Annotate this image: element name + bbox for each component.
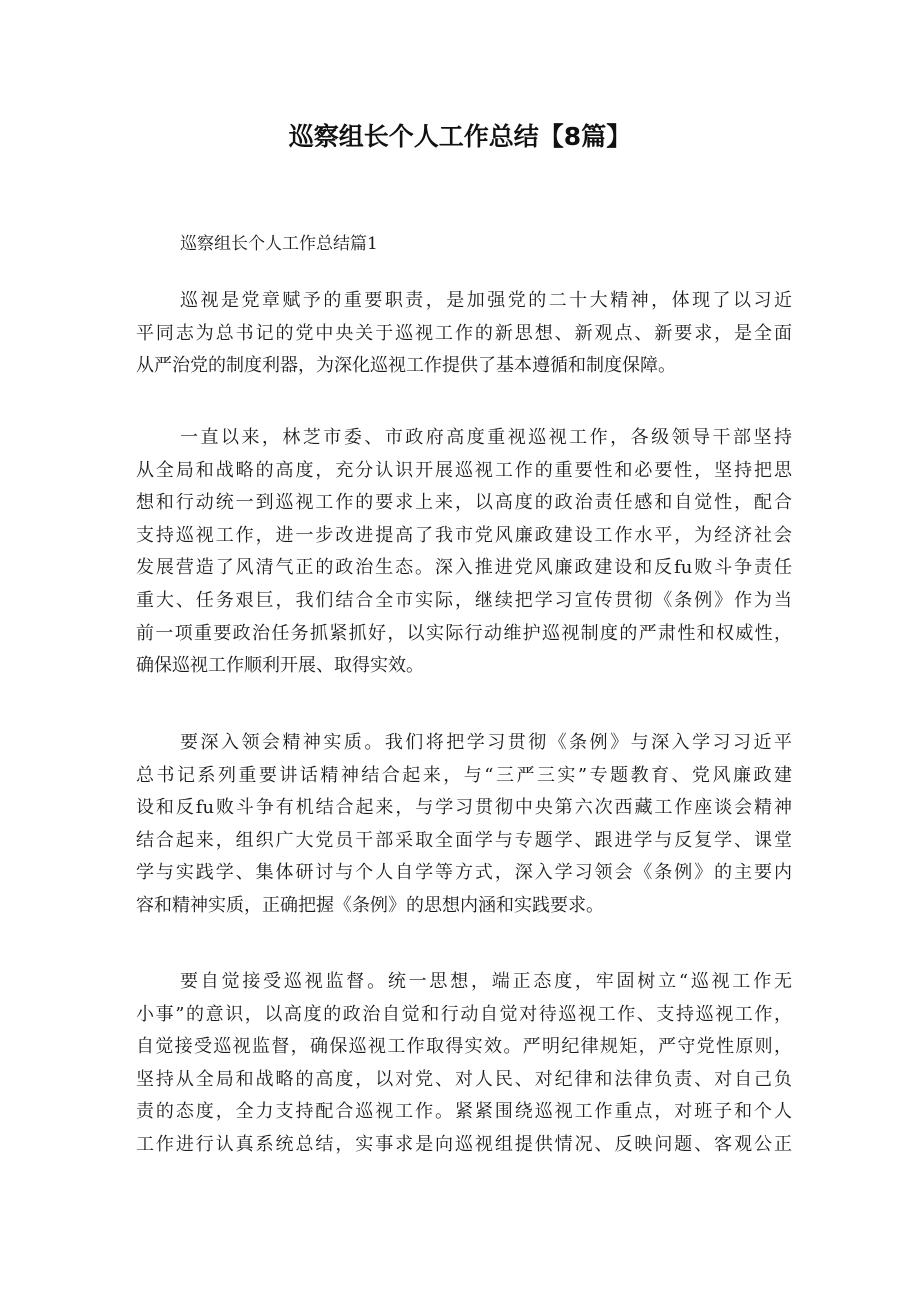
paragraph-line: 小事”的意识，以高度的政治自觉和行动自觉对待巡视工作、支持巡视工作，: [136, 1003, 792, 1025]
paragraph-line: 工作进行认真系统总结，实事求是向巡视组提供情况、反映问题、客观公正: [136, 1133, 792, 1155]
paragraph-line: 自觉接受巡视监督，确保巡视工作取得实效。严明纪律规矩，严守党性原则，: [136, 1036, 792, 1058]
paragraph-line: 总书记系列重要讲话精神结合起来，与“三严三实”专题教育、党风廉政建: [136, 764, 792, 786]
paragraph-line: 支持巡视工作，进一步改进提高了我市党风廉政建设工作水平，为经济社会: [136, 524, 792, 546]
paragraph-line: 结合起来，组织广大党员干部采取全面学与专题学、跟进学与反复学、课堂: [136, 829, 792, 851]
paragraph-line: 从严治党的制度利器，为深化巡视工作提供了基本遵循和制度保障。: [136, 355, 676, 377]
paragraph-line: 责的态度，全力支持配合巡视工作。紧紧围绕巡视工作重点，对班子和个人: [136, 1101, 792, 1123]
paragraph-2: [136, 422, 792, 683]
paragraph-3: [136, 727, 792, 923]
paragraph-4: [136, 966, 792, 1162]
paragraph-1: [136, 285, 792, 383]
paragraph-line: 从全局和战略的高度，充分认识开展巡视工作的重要性和必要性，坚持把思: [136, 459, 792, 481]
paragraph-line: 容和精神实质，正确把握《条例》的思想内涵和实践要求。: [136, 894, 604, 916]
paragraph-line: 重大、任务艰巨，我们结合全市实际，继续把学习宣传贯彻《条例》作为当: [136, 589, 792, 611]
paragraph-line: 坚持从全局和战略的高度，以对党、对人民、对纪律和法律负责、对自己负: [136, 1068, 792, 1090]
paragraph-line: 设和反fu败斗争有机结合起来，与学习贯彻中央第六次西藏工作座谈会精神: [136, 797, 792, 819]
paragraph-line: 要深入领会精神实质。我们将把学习贯彻《条例》与深入学习习近平: [180, 732, 792, 753]
paragraph-line: 要自觉接受巡视监督。统一思想，端正态度，牢固树立“巡视工作无: [180, 971, 792, 992]
paragraph-line: 巡视是党章赋予的重要职责，是加强党的二十大精神，体现了以习近: [180, 290, 792, 311]
document-title: 巡察组长个人工作总结【8篇】: [288, 122, 632, 151]
paragraph-line: 确保巡视工作顺利开展、取得实效。: [136, 655, 424, 677]
section-heading: 巡察组长个人工作总结篇1: [180, 234, 378, 254]
paragraph-line: 发展营造了风清气正的政治生态。深入推进党风廉政建设和反fu败斗争责任: [136, 557, 792, 579]
paragraph-line: 前一项重要政治任务抓紧抓好，以实际行动维护巡视制度的严肃性和权威性，: [136, 622, 792, 644]
paragraph-line: 平同志为总书记的党中央关于巡视工作的新思想、新观点、新要求，是全面: [136, 322, 792, 344]
paragraph-line: 想和行动统一到巡视工作的要求上来，以高度的政治责任感和自觉性，配合: [136, 492, 792, 514]
paragraph-line: 一直以来，林芝市委、市政府高度重视巡视工作，各级领导干部坚持: [180, 427, 792, 448]
paragraph-line: 学与实践学、集体研讨与个人自学等方式，深入学习领会《条例》的主要内: [136, 862, 792, 884]
